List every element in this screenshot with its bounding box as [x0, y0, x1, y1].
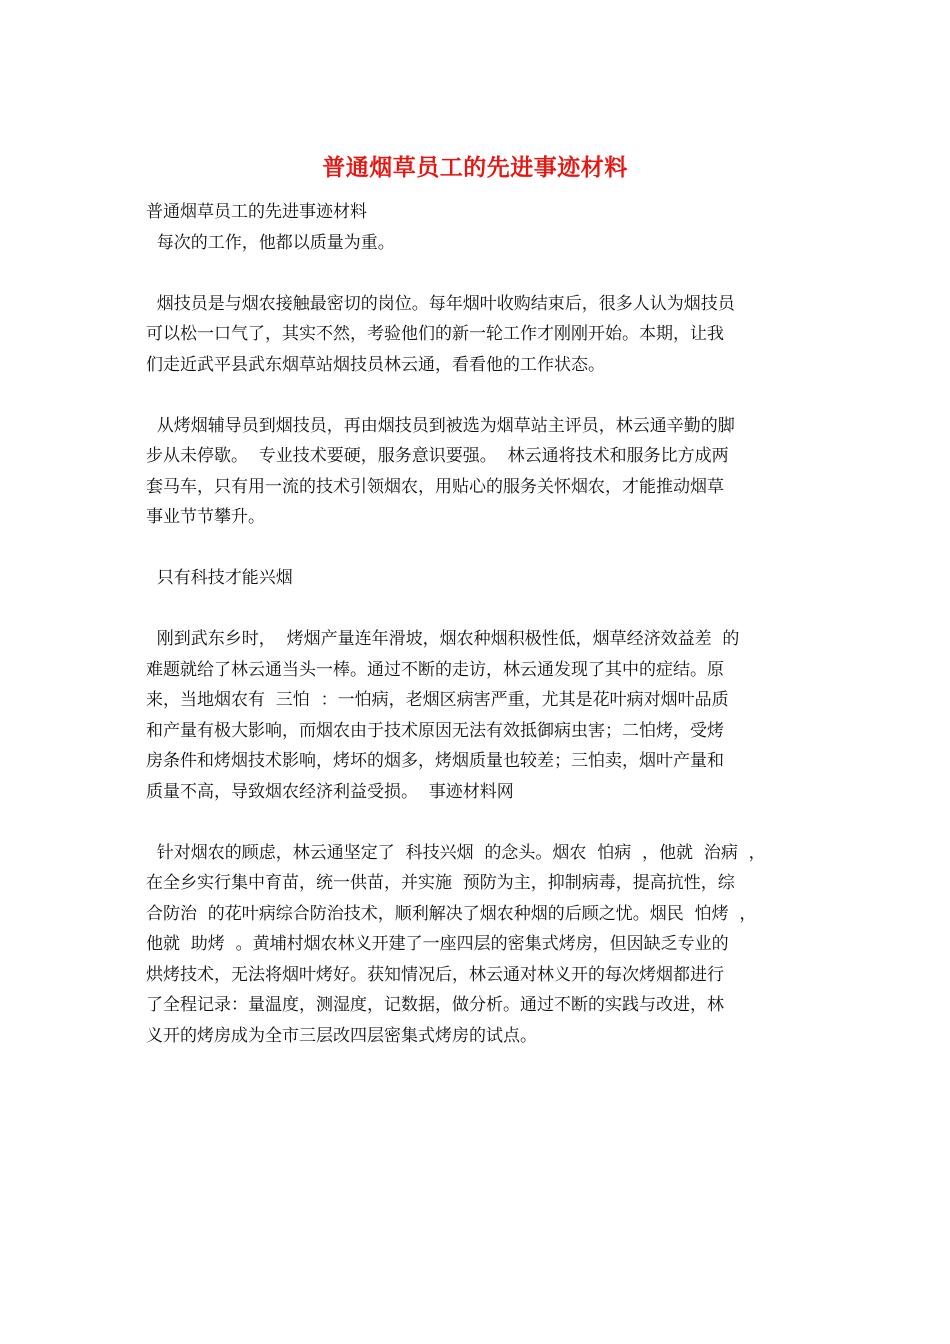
blank-line: [146, 807, 816, 838]
text-line: 房条件和烤烟技术影响，烤坏的烟多，烤烟质量也较差；三怕卖，烟叶产量和: [146, 751, 724, 771]
blank-line: [146, 380, 816, 411]
text-line: 和产量有极大影响，而烟农由于技术原因无法有效抵御病虫害；二怕烤，受烤: [146, 720, 724, 741]
text-line: 质量不高，导致烟农经济利益受损。 事迹材料网: [146, 781, 514, 802]
text-line: 只有科技才能兴烟: [146, 568, 293, 588]
text-line: 来，当地烟农有 三怕 ：一怕病，老烟区病害严重，尤其是花叶病对烟叶品质: [146, 690, 729, 710]
text-line: 从烤烟辅导员到烟技员，再由烟技员到被选为烟草站主评员，林云通辛勤的脚: [146, 415, 735, 436]
text-line: 每次的工作，他都以质量为重。: [146, 232, 395, 253]
text-line: 在全乡实行集中育苗，统一供苗，并实施 预防为主，抑制病毒，提高抗性，综: [146, 873, 735, 893]
text-line: 刚到武东乡时， 烤烟产量连年滑坡，烟农种烟积极性低，烟草经济效益差 的: [146, 629, 740, 649]
document-title: 普通烟草员工的先进事迹材料: [322, 154, 628, 181]
text-line: 了全程记录：量温度，测湿度，记数据，做分析。通过不断的实践与改进，林: [146, 995, 724, 1015]
text-line: 烟技员是与烟农接触最密切的岗位。每年烟叶收购结束后，很多人认为烟技员: [146, 293, 735, 314]
text-line: 难题就给了林云通当头一棒。通过不断的走访，林云通发现了其中的症结。原: [146, 659, 724, 680]
blank-line: [146, 594, 816, 625]
blank-line: [146, 258, 816, 289]
document-body: [146, 197, 816, 1051]
text-line: 步从未停歇。 专业技术要硬，服务意识要强。 林云通将技术和服务比方成两: [146, 446, 729, 466]
document-subtitle: 普通烟草员工的先进事迹材料: [146, 202, 367, 222]
text-line: 他就 助烤 。黄埔村烟农林义开建了一座四层的密集式烤房，但因缺乏专业的: [146, 934, 729, 954]
text-line: 针对烟农的顾虑，林云通坚定了 科技兴烟 的念头。烟农 怕病 ，他就 治病 ，: [146, 842, 766, 863]
text-line: 套马车，只有用一流的技术引领烟农，用贴心的服务关怀烟农，才能推动烟草: [146, 476, 724, 497]
text-line: 烘烤技术，无法将烟叶烤好。获知情况后，林云通对林义开的每次烤烟都进行: [146, 964, 724, 985]
text-line: 事业节节攀升。: [146, 507, 265, 527]
text-line: 义开的烤房成为全市三层改四层密集式烤房的试点。: [146, 1025, 537, 1046]
blank-line: [146, 533, 816, 564]
text-line: 合防治 的花叶病综合防治技术，顺利解决了烟农种烟的后顾之忧。烟民 怕烤 ，: [146, 903, 757, 924]
text-line: 可以松一口气了，其实不然，考验他们的新一轮工作才刚刚开始。本期，让我: [146, 324, 724, 344]
text-line: 们走近武平县武东烟草站烟技员林云通，看看他的工作状态。: [146, 354, 605, 375]
